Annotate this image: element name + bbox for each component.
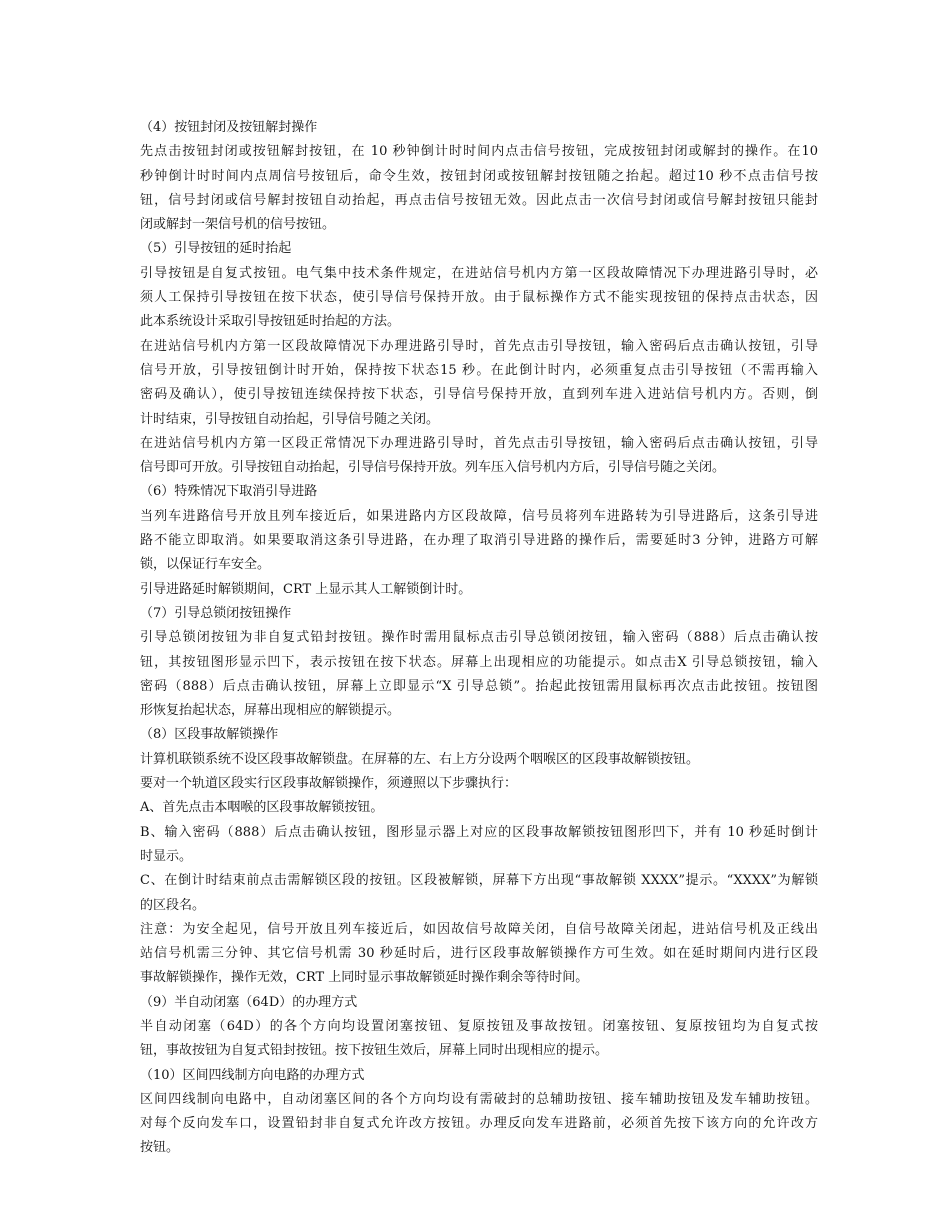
- text-line: 锁，以保证行车安全。: [140, 557, 271, 573]
- text-line: 引导总锁闭按钮为非自复式铅封按钮。操作时需用鼠标点击引导总锁闭按钮，输入密码（888）后点击确认按: [140, 630, 818, 646]
- document-body: [140, 116, 818, 1161]
- text-line: 先点击按钮封闭或按钮解封按钮，在 10 秒钟倒计时时间内点击信号按钮，完成按钮封闭或解封的操作。在10: [140, 144, 818, 160]
- section-heading: （6）特殊情况下取消引导进路: [140, 484, 318, 500]
- text-line: 时显示。: [140, 848, 193, 864]
- text-line: 要对一个轨道区段实行区段事故解锁操作，须遵照以下步骤执行：: [140, 776, 518, 792]
- text-line: 事故解锁操作，操作无效，CRT 上同时显示事故解锁延时操作剩余等待时间。: [140, 970, 589, 986]
- text-line: 密码（888）后点击确认按钮，屏幕上立即显示“X 引导总锁”。抬起此按钮需用鼠标再次点击此按钮。按钮图: [140, 678, 818, 694]
- text-line: 路不能立即取消。如果要取消这条引导进路，在办理了取消引导进路的操作后，需要延时3 分钟，进路方可解: [140, 533, 818, 549]
- text-line: 钮，信号封闭或信号解封按钮自动抬起，再点击信号按钮无效。因此点击一次信号封闭或信号解封按钮只能封: [140, 192, 818, 208]
- text-line: 计时结束，引导按钮自动抬起，引导信号随之关闭。: [140, 411, 440, 427]
- text-line: 密码及确认），使引导按钮连续保持按下状态，引导信号保持开放，直到列车进入进站信号机内方。否则，倒: [140, 387, 818, 403]
- text-line: 秒钟倒计时时间内点周信号按钮后，命令生效，按钮封闭或按钮解封按钮随之抬起。超过10 秒不点击信号按: [140, 168, 818, 184]
- text-line: 的区段名。: [140, 897, 206, 913]
- section-heading: （8）区段事故解锁操作: [140, 727, 279, 743]
- text-line: 引导进路延时解锁期间，CRT 上显示其人工解锁倒计时。: [140, 581, 472, 597]
- section-heading: （10）区间四线制方向电路的办理方式: [140, 1067, 365, 1083]
- text-line: B、输入密码（888）后点击确认按钮，图形显示器上对应的区段事故解锁按钮图形凹下，并有 10 秒延时倒计: [140, 824, 818, 840]
- text-line: 钮，事故按钮为自复式铅封按钮。按下按钮生效后，屏幕上同时出现相应的提示。: [140, 1043, 609, 1059]
- text-line: 对每个反向发车口，设置铅封非自复式允许改方按钮。办理反向发车进路前，必须首先按下该方向的允许改方: [140, 1116, 818, 1132]
- text-line: 引导按钮是自复式按钮。电气集中技术条件规定，在进站信号机内方第一区段故障情况下办理进路引导时，必: [140, 265, 818, 281]
- text-line: C、在倒计时结束前点击需解锁区段的按钮。区段被解锁，屏幕下方出现“事故解锁 XXXX”提示。“XXXX”为解锁: [140, 873, 818, 889]
- text-line: 半自动闭塞（64D）的各个方向均设置闭塞按钮、复原按钮及事故按钮。闭塞按钮、复原按钮均为自复式按: [140, 1018, 818, 1034]
- text-line: 区间四线制向电路中，自动闭塞区间的各个方向均设有需破封的总辅助按钮、接车辅助按钮及发车辅助按钮。: [140, 1091, 818, 1107]
- text-line: A、首先点击本咽喉的区段事故解锁按钮。: [140, 800, 384, 816]
- text-line: 在进站信号机内方第一区段正常情况下办理进路引导时，首先点击引导按钮，输入密码后点击确认按钮，引导: [140, 435, 818, 451]
- text-line: 须人工保持引导按钮在按下状态，使引导信号保持开放。由于鼠标操作方式不能实现按钮的保持点击状态，因: [140, 290, 818, 306]
- text-line: 钮，其按钮图形显示凹下，表示按钮在按下状态。屏幕上出现相应的功能提示。如点击X 引导总锁按钮，输入: [140, 654, 818, 670]
- text-line: 计算机联锁系统不设区段事故解锁盘。在屏幕的左、右上方分设两个咽喉区的区段事故解锁按钮。: [140, 751, 700, 767]
- text-line: 信号开放，引导按钮倒计时开始，保持按下状态15 秒。在此倒计时内，必须重复点击引导按钮（不需再输入: [140, 362, 818, 378]
- text-line: 在进站信号机内方第一区段故障情况下办理进路引导时，首先点击引导按钮，输入密码后点击确认按钮，引导: [140, 338, 818, 354]
- text-line: 形恢复抬起状态，屏幕出现相应的解锁提示。: [140, 703, 401, 719]
- section-heading: （9）半自动闭塞（64D）的办理方式: [140, 994, 358, 1010]
- section-heading: （5）引导按钮的延时抬起: [140, 241, 292, 257]
- text-line: 按钮。: [140, 1140, 180, 1156]
- text-line: 站信号机需三分钟、其它信号机需 30 秒延时后，进行区段事故解锁操作方可生效。如在延时期间内进行区段: [140, 946, 818, 962]
- text-line: 注意：为安全起见，信号开放且列车接近后，如因故信号故障关闭，自信号故障关闭起，进站信号机及正线出: [140, 921, 818, 937]
- section-heading: （7）引导总锁闭按钮操作: [140, 605, 292, 621]
- text-line: 当列车进路信号开放且列车接近后，如果进路内方区段故障，信号员将列车进路转为引导进路后，这条引导进: [140, 508, 818, 524]
- text-line: 信号即可开放。引导按钮自动抬起，引导信号保持开放。列车压入信号机内方后，引导信号随之关闭。: [140, 460, 726, 476]
- text-line: 此本系统设计采取引导按钮延时抬起的方法。: [140, 314, 401, 330]
- text-line: 闭或解封一架信号机的信号按钮。: [140, 217, 336, 233]
- section-heading: （4）按钮封闭及按钮解封操作: [140, 120, 318, 135]
